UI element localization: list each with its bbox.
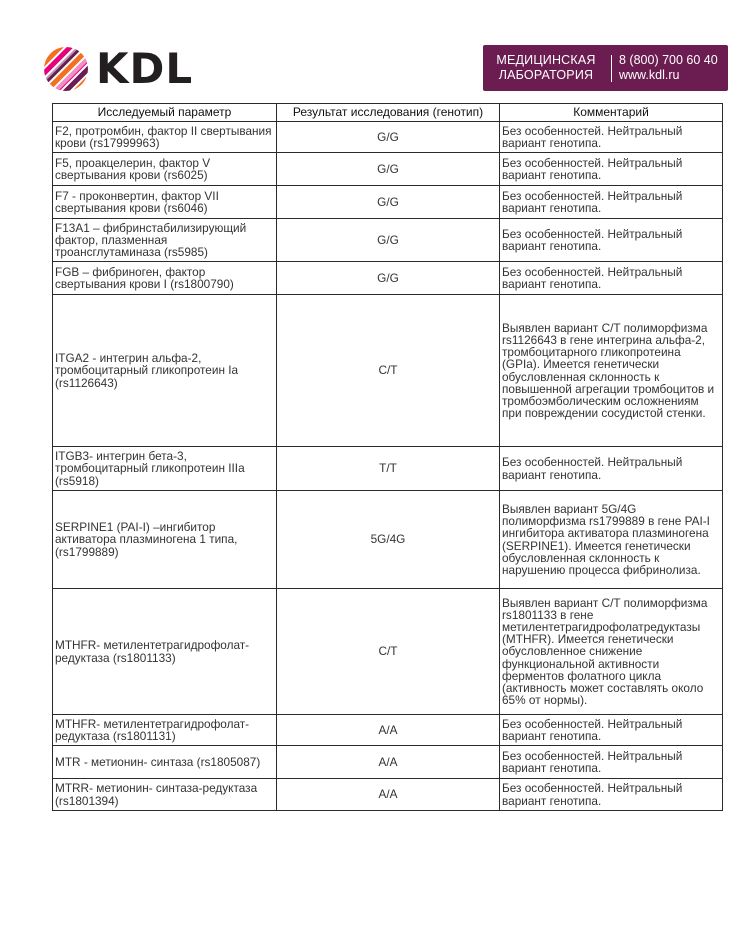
kdl-logo-mark-icon xyxy=(42,45,90,93)
genotype-cell: 5G/4G xyxy=(277,491,500,589)
param-cell: SERPINE1 (PAI-I) –ингибитор активатора плазминогена 1 типа, (rs1799889) xyxy=(53,491,277,589)
results-table xyxy=(52,103,723,811)
genotype-cell: G/G xyxy=(277,262,500,295)
comment-cell: Без особенностей. Нейтральный вариант генотипа. xyxy=(500,779,723,811)
genotype-cell: C/T xyxy=(277,295,500,447)
phone-number: 8 (800) 700 60 40 xyxy=(619,53,718,67)
genotype-cell: A/A xyxy=(277,779,500,811)
param-cell: ITGA2 - интегрин альфа-2, тромбоцитарный гликопротеин Ia (rs1126643) xyxy=(53,295,277,447)
kdl-logo xyxy=(42,45,212,97)
table-row xyxy=(53,746,723,779)
genotype-cell: C/T xyxy=(277,589,500,715)
comment-cell: Без особенностей. Нейтральный вариант генотипа. xyxy=(500,186,723,219)
comment-cell: Без особенностей. Нейтральный вариант генотипа. xyxy=(500,715,723,746)
comment-cell: Без особенностей. Нейтральный вариант генотипа. xyxy=(500,122,723,153)
table-row xyxy=(53,186,723,219)
genotype-cell: G/G xyxy=(277,219,500,262)
table-row xyxy=(53,779,723,811)
genotype-cell: T/T xyxy=(277,447,500,491)
contact-banner xyxy=(483,45,728,91)
genotype-cell: G/G xyxy=(277,122,500,153)
comment-cell: Без особенностей. Нейтральный вариант генотипа. xyxy=(500,447,723,491)
param-cell: FGB – фибриноген, фактор свертывания крови I (rs1800790) xyxy=(53,262,277,295)
comment-cell: Выявлен вариант C/T полиморфизма rs1126643 в гене интегрина альфа-2, тромбоцитарного гликопротеина (GPIa). Имеется генетически обусловленная склонность к повышенной агрегации тромбоцитов и тромбоэмболическим осложнениям при повреждении сосудистой стенки. xyxy=(500,295,723,447)
table-row xyxy=(53,715,723,746)
param-cell: MTRR- метионин- синтаза-редуктаза (rs1801394) xyxy=(53,779,277,811)
genotype-cell: A/A xyxy=(277,746,500,779)
param-cell: F7 - проконвертин, фактор VII свертывания крови (rs6046) xyxy=(53,186,277,219)
banner-lab-name xyxy=(483,53,609,83)
genotype-cell: G/G xyxy=(277,153,500,186)
banner-line-1: МЕДИЦИНСКАЯ xyxy=(496,53,596,67)
logo-text: KDL xyxy=(96,44,194,93)
header-result: Результат исследования (генотип) xyxy=(277,104,500,122)
table-header-row xyxy=(53,104,723,122)
table-row xyxy=(53,589,723,715)
header-comment: Комментарий xyxy=(500,104,723,122)
table-row xyxy=(53,122,723,153)
genotype-cell: A/A xyxy=(277,715,500,746)
param-cell: MTR - метионин- синтаза (rs1805087) xyxy=(53,746,277,779)
param-cell: F13A1 – фибринстабилизирующий фактор, плазменная троансглутаминаза (rs5985) xyxy=(53,219,277,262)
table-row xyxy=(53,153,723,186)
banner-line-2: ЛАБОРАТОРИЯ xyxy=(498,68,594,82)
comment-cell: Выявлен вариант C/T полиморфизма rs1801133 в гене метилентетрагидрофолатредуктазы (MTHFR). Имеется генетически обусловленное снижение функциональной активности ферментов фолатного цикла (активность может составлять около 65% от нормы). xyxy=(500,589,723,715)
param-cell: MTHFR- метилентетрагидрофолат-редуктаза (rs1801133) xyxy=(53,589,277,715)
comment-cell: Без особенностей. Нейтральный вариант генотипа. xyxy=(500,153,723,186)
param-cell: F5, проакцелерин, фактор V свертывания крови (rs6025) xyxy=(53,153,277,186)
param-cell: F2, протромбин, фактор II свертывания крови (rs17999963) xyxy=(53,122,277,153)
genotype-cell: G/G xyxy=(277,186,500,219)
header-parameter: Исследуемый параметр xyxy=(53,104,277,122)
comment-cell: Выявлен вариант 5G/4G полиморфизма rs1799889 в гене PAI-I ингибитора активатора плазминогена (SERPINE1). Имеется генетически обусловленная склонность к нарушению процесса фибринолиза. xyxy=(500,491,723,589)
table-row xyxy=(53,219,723,262)
comment-cell: Без особенностей. Нейтральный вариант генотипа. xyxy=(500,262,723,295)
table-row xyxy=(53,295,723,447)
comment-cell: Без особенностей. Нейтральный вариант генотипа. xyxy=(500,746,723,779)
comment-cell: Без особенностей. Нейтральный вариант генотипа. xyxy=(500,219,723,262)
table-row xyxy=(53,447,723,491)
param-cell: MTHFR- метилентетрагидрофолат-редуктаза (rs1801131) xyxy=(53,715,277,746)
website-link[interactable]: www.kdl.ru xyxy=(619,68,680,82)
banner-divider xyxy=(611,55,612,82)
table-row xyxy=(53,491,723,589)
table-row xyxy=(53,262,723,295)
param-cell: ITGB3- интегрин бета-3, тромбоцитарный гликопротеин IIIa (rs5918) xyxy=(53,447,277,491)
banner-contacts xyxy=(619,53,727,83)
